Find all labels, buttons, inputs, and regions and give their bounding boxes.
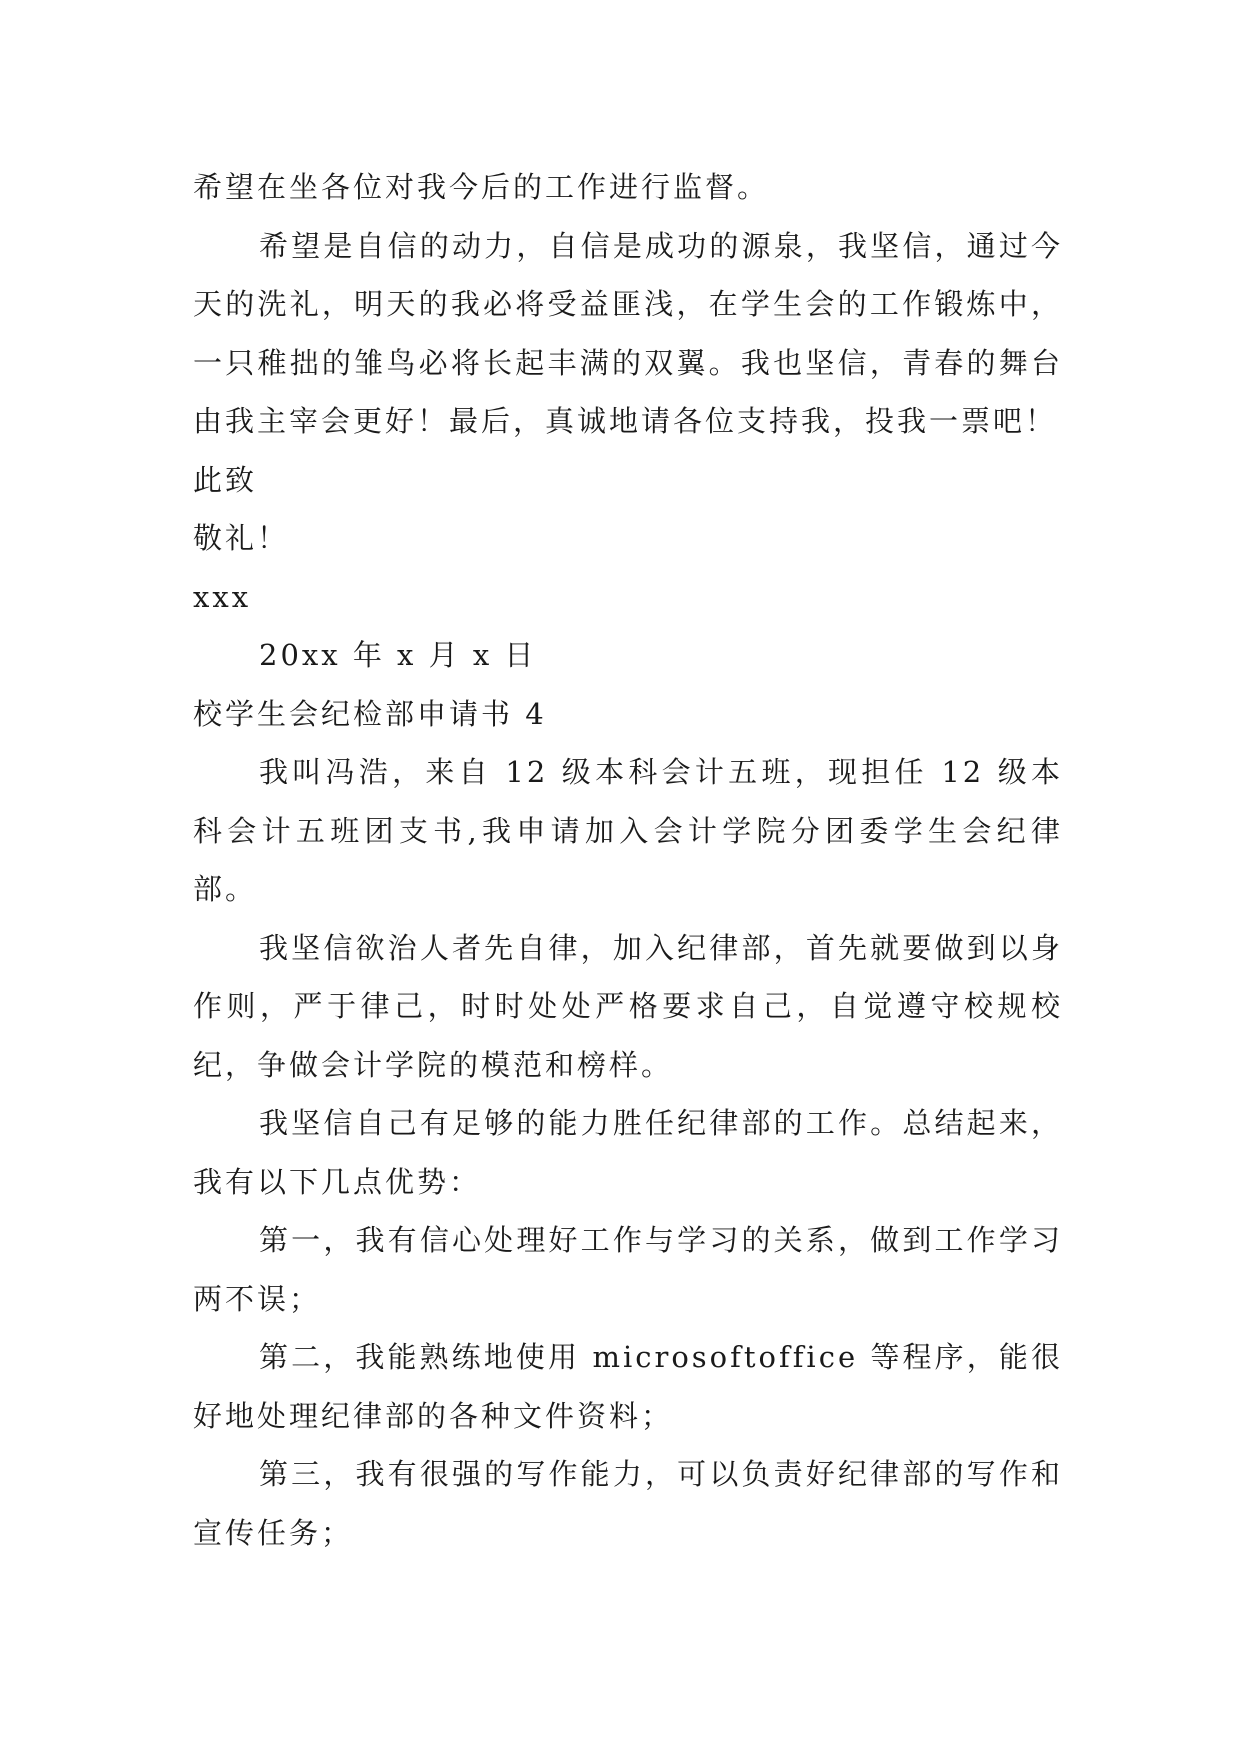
paragraph-point-three: 第三，我有很强的写作能力，可以负责好纪律部的写作和宣传任务； xyxy=(193,1457,1063,1550)
paragraph-point-two: 第二，我能熟练地使用 microsoftoffice 等程序，能很好地处理纪律部的各种文件资料； xyxy=(193,1340,1063,1433)
salutation-jingli: 敬礼！ xyxy=(193,521,290,555)
paragraph-introduction: 我叫冯浩，来自 12 级本科会计五班，现担任 12 级本科会计五班团支书,我申请加入会计学院分团委学生会纪律部。 xyxy=(193,755,1063,906)
paragraph-closing-request: 希望在坐各位对我今后的工作进行监督。 xyxy=(193,170,770,204)
paragraph-self-discipline: 我坚信欲治人者先自律，加入纪律部，首先就要做到以身作则，严于律己，时时处处严格要求自己，自觉遵守校规校纪，争做会计学院的模范和榜样。 xyxy=(193,930,1063,1082)
paragraph-ability: 我坚信自己有足够的能力胜任纪律部的工作。总结起来，我有以下几点优势： xyxy=(193,1106,1063,1199)
signature-name: xxx xyxy=(193,579,252,614)
salutation-cizhi: 此致 xyxy=(193,462,258,497)
paragraph-confidence: 希望是自信的动力，自信是成功的源泉，我坚信，通过今天的洗礼，明天的我必将受益匪浅，在学生会的工作锻炼中，一只稚拙的雏鸟必将长起丰满的双翼。我也坚信，青春的舞台由我主宰会更好！最后，真诚地请各位支持我，投我一票吧！ xyxy=(193,228,1063,438)
section-heading: 校学生会纪检部申请书 4 xyxy=(193,696,547,731)
paragraph-point-one: 第一，我有信心处理好工作与学习的关系，做到工作学习两不误； xyxy=(193,1223,1063,1316)
document-body xyxy=(193,158,1063,1562)
signature-date: 20xx 年 x 月 x 日 xyxy=(259,638,537,672)
